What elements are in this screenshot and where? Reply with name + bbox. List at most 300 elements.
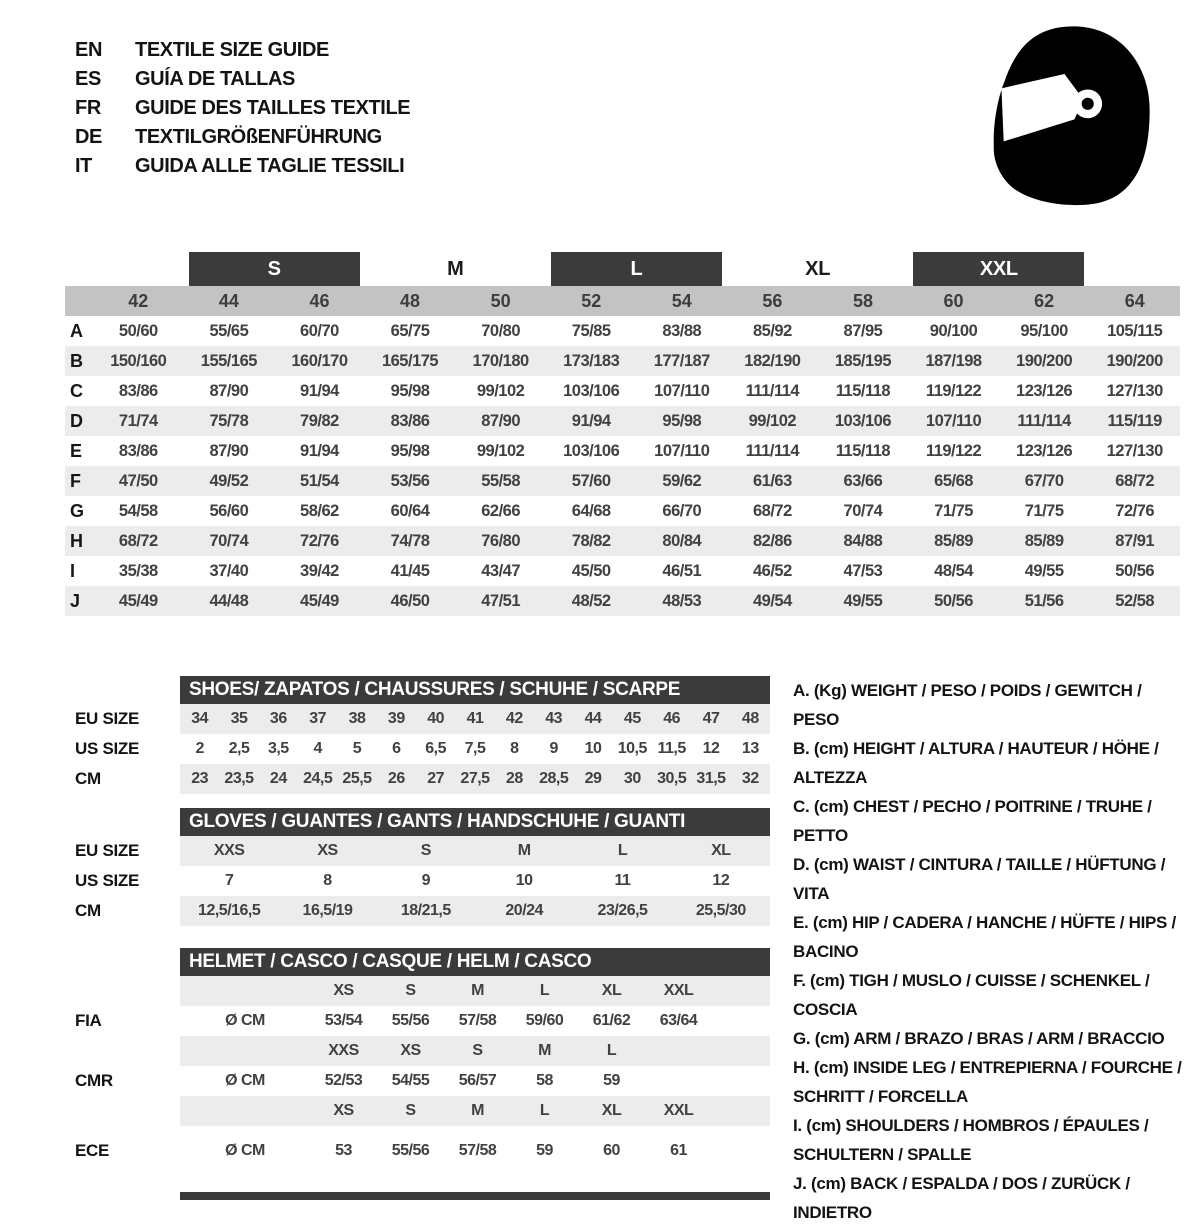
row-label: EU SIZE — [75, 841, 140, 860]
size-value: 57/60 — [571, 471, 611, 490]
value-cell: 41 — [466, 710, 484, 727]
size-value: 103/106 — [834, 411, 892, 430]
helmet-size: L — [539, 1102, 550, 1119]
language-code: EN — [75, 39, 102, 61]
size-value: 115/118 — [835, 441, 891, 460]
helmet-size: S — [405, 1102, 416, 1119]
size-value: 91/94 — [300, 381, 339, 400]
size-value: 99/102 — [476, 441, 525, 460]
language-code: FR — [75, 97, 101, 119]
numeric-size: 56 — [762, 290, 783, 311]
size-value: 85/89 — [1024, 531, 1064, 550]
value-cell: 12,5/16,5 — [198, 902, 261, 919]
size-value: 65/68 — [934, 471, 973, 490]
size-value: 187/198 — [925, 351, 982, 370]
value-cell: 18/21,5 — [400, 902, 451, 919]
row-letter: F — [70, 470, 81, 491]
size-value: 95/98 — [662, 411, 702, 430]
language-title: GUIDA ALLE TAGLIE TESSILI — [135, 155, 405, 177]
textile-row-b — [65, 346, 1180, 376]
size-value: 37/40 — [209, 561, 249, 580]
legend-item: I. (cm) SHOULDERS / HOMBROS / ÉPAULES / SCHULTERN / SPALLE — [793, 1116, 1149, 1164]
numeric-size: 54 — [671, 290, 692, 311]
shoes-table — [65, 676, 770, 794]
size-value: 39/42 — [300, 561, 339, 580]
size-value: 48/54 — [934, 561, 973, 580]
value-cell: 7,5 — [464, 740, 486, 757]
legend — [793, 676, 1185, 1227]
size-value: 50/56 — [934, 591, 973, 610]
size-value: 107/110 — [654, 381, 710, 400]
language-code: ES — [75, 68, 101, 90]
size-value: 80/84 — [662, 531, 702, 550]
helmet-size: XS — [333, 982, 354, 999]
size-value: 123/126 — [1016, 441, 1073, 460]
size-value: 59/62 — [662, 471, 702, 490]
helmet-values-row — [65, 1006, 770, 1036]
value-cell: L — [617, 842, 628, 859]
size-value: 55/65 — [209, 321, 249, 340]
shoes-header-row — [65, 676, 770, 704]
value-cell: 56/57 — [458, 1072, 497, 1089]
legend-item: H. (cm) INSIDE LEG / ENTREPIERNA / FOURCHE / SCHRITT / FORCELLA — [793, 1058, 1182, 1106]
size-value: 46/52 — [752, 561, 792, 580]
textile-row-j — [65, 586, 1180, 616]
size-value: 99/102 — [748, 411, 797, 430]
size-group-xl: XL — [805, 257, 831, 280]
helmet-size: M — [471, 982, 484, 999]
size-value: 111/114 — [745, 441, 800, 460]
language-row — [75, 123, 410, 152]
helmet-header-row — [65, 948, 770, 976]
numeric-size: 48 — [400, 290, 421, 311]
legend-item: D. (cm) WAIST / CINTURA / TAILLE / HÜFTUNG / VITA — [793, 855, 1166, 903]
gloves-table — [65, 808, 770, 926]
value-cell: 8 — [510, 740, 519, 757]
value-cell: 8 — [323, 872, 332, 889]
value-cell: 61 — [670, 1142, 687, 1159]
size-value: 127/130 — [1106, 381, 1163, 400]
helmet-sizes-row — [65, 1096, 770, 1126]
language-title: GUIDE DES TAILLES TEXTILE — [135, 97, 411, 119]
size-value: 70/80 — [481, 321, 521, 340]
size-value: 83/88 — [662, 321, 702, 340]
language-title: GUÍA DE TALLAS — [135, 68, 295, 90]
value-cell: 25,5/30 — [695, 902, 746, 919]
row-letter: A — [70, 320, 83, 341]
helmet-size: XXS — [328, 1042, 359, 1059]
value-cell: 12 — [712, 872, 730, 889]
value-cell: 20/24 — [505, 902, 543, 919]
shoes-table-values — [180, 704, 770, 734]
helmet-values-row — [65, 1066, 770, 1096]
numeric-size: 64 — [1124, 290, 1145, 311]
helmet-values — [180, 1066, 770, 1096]
size-value: 49/52 — [209, 471, 249, 490]
size-value: 60/64 — [390, 501, 430, 520]
size-value: 63/66 — [843, 471, 883, 490]
size-value: 72/76 — [300, 531, 339, 550]
textile-row-f — [65, 466, 1180, 496]
size-value: 72/76 — [1115, 501, 1155, 520]
size-value: 56/60 — [209, 501, 249, 520]
language-list — [75, 36, 410, 181]
size-value: 45/49 — [300, 591, 339, 610]
textile-row-e — [65, 436, 1180, 466]
legend-item: C. (cm) CHEST / PECHO / POITRINE / TRUHE / PETTO — [793, 797, 1152, 845]
shoes-table-values — [180, 764, 770, 794]
legend-item: J. (cm) BACK / ESPALDA / DOS / ZURÜCK / INDIETRO — [793, 1174, 1130, 1222]
row-letter: I — [70, 560, 76, 581]
size-value: 68/72 — [1115, 471, 1155, 490]
numeric-size: 44 — [218, 290, 239, 311]
size-value: 45/49 — [118, 591, 158, 610]
size-value: 75/85 — [571, 321, 611, 340]
spacer — [65, 1096, 180, 1126]
size-group-s: S — [189, 252, 360, 286]
numeric-size: 50 — [490, 290, 511, 311]
language-row — [75, 36, 410, 65]
size-value: 68/72 — [752, 501, 792, 520]
value-cell: 6,5 — [425, 740, 447, 757]
size-value: 91/94 — [571, 411, 611, 430]
size-value: 185/195 — [834, 351, 892, 370]
value-cell: 63/64 — [659, 1012, 698, 1029]
size-value: 83/86 — [390, 411, 430, 430]
size-value: 119/122 — [925, 441, 982, 460]
size-value: 87/90 — [481, 411, 521, 430]
helmet-size: XXL — [663, 982, 694, 999]
size-value: 45/50 — [571, 561, 611, 580]
size-value: 44/48 — [209, 591, 249, 610]
legend-item: B. (cm) HEIGHT / ALTURA / HAUTEUR / HÖHE / ALTEZZA — [793, 739, 1159, 787]
value-cell: 12 — [702, 740, 720, 757]
value-cell: 13 — [741, 740, 759, 757]
helmet-size: XS — [400, 1042, 421, 1059]
value-cell: 6 — [392, 740, 401, 757]
size-value: 54/58 — [118, 501, 158, 520]
value-cell: 3,5 — [267, 740, 289, 757]
size-value: 111/114 — [1017, 411, 1071, 430]
shoes-table-values — [180, 734, 770, 764]
value-cell: 27,5 — [460, 770, 490, 787]
size-value: 41/45 — [390, 561, 430, 580]
value-cell: 48 — [741, 710, 759, 727]
size-value: 182/190 — [744, 351, 801, 370]
lower-tables — [65, 676, 770, 1166]
shoes-table-row — [65, 764, 770, 794]
size-value: 155/165 — [200, 351, 257, 370]
value-cell: 40 — [427, 710, 445, 727]
size-value: 47/51 — [481, 591, 521, 610]
value-cell: 35 — [230, 710, 248, 727]
size-group-l: L — [551, 252, 722, 286]
size-value: 78/82 — [571, 531, 611, 550]
value-cell: 38 — [348, 710, 366, 727]
value-cell: 10 — [515, 872, 533, 889]
size-value: 79/82 — [300, 411, 339, 430]
value-cell: 4 — [313, 740, 322, 757]
size-value: 119/122 — [925, 381, 982, 400]
value-cell: 28 — [505, 770, 523, 787]
language-title: TEXTILGRÖßENFÜHRUNG — [135, 126, 382, 148]
size-value: 65/75 — [390, 321, 430, 340]
size-value: 83/86 — [118, 381, 158, 400]
size-value: 103/106 — [563, 381, 620, 400]
numeric-size: 52 — [581, 290, 602, 311]
language-title: TEXTILE SIZE GUIDE — [135, 39, 329, 61]
size-value: 115/119 — [1107, 411, 1162, 430]
row-letter: J — [70, 590, 81, 611]
size-value: 75/78 — [209, 411, 249, 430]
size-value: 82/86 — [752, 531, 792, 550]
value-cell: 55/56 — [391, 1142, 430, 1159]
value-cell: XL — [711, 842, 731, 859]
value-cell: 2 — [195, 740, 204, 757]
value-cell: 31,5 — [696, 770, 726, 787]
spacer — [65, 676, 180, 704]
value-cell: XS — [317, 842, 338, 859]
value-cell: 25,5 — [342, 770, 372, 787]
value-cell: 16,5/19 — [302, 902, 353, 919]
value-cell: 23,5 — [224, 770, 254, 787]
size-value: 165/175 — [381, 351, 439, 370]
value-cell: 53/54 — [324, 1012, 363, 1029]
value-cell: XXS — [213, 842, 245, 859]
size-value: 46/50 — [390, 591, 430, 610]
row-letter: E — [70, 440, 83, 461]
row-label: CMR — [75, 1071, 113, 1090]
size-group-xxl: XXL — [913, 252, 1084, 286]
size-value: 84/88 — [843, 531, 883, 550]
value-cell: 32 — [741, 770, 759, 787]
helmet-values — [180, 1006, 770, 1036]
size-value: 49/55 — [1024, 561, 1064, 580]
value-cell: 9 — [549, 740, 558, 757]
value-cell: 57/58 — [458, 1142, 497, 1159]
size-value: 111/114 — [745, 381, 800, 400]
value-cell: 37 — [309, 710, 327, 727]
value-cell: 58 — [536, 1072, 553, 1089]
spacer — [65, 1036, 180, 1066]
helmet-sizes — [180, 976, 770, 1006]
row-letter: D — [70, 410, 83, 431]
size-value: 76/80 — [481, 531, 521, 550]
size-value: 91/94 — [300, 441, 339, 460]
size-value: 66/70 — [662, 501, 702, 520]
helmet-size: L — [606, 1042, 617, 1059]
row-label: US SIZE — [75, 871, 140, 890]
value-cell: 23 — [191, 770, 209, 787]
textile-size-group-row — [65, 252, 1180, 286]
value-cell: 36 — [269, 710, 287, 727]
value-cell: 43 — [545, 710, 563, 727]
helmet-size: XL — [601, 982, 622, 999]
size-value: 87/90 — [209, 381, 249, 400]
size-value: 53/56 — [390, 471, 430, 490]
size-value: 177/187 — [653, 351, 710, 370]
spacer — [65, 948, 180, 976]
helmet-size: L — [539, 982, 550, 999]
textile-row-g — [65, 496, 1180, 526]
textile-row-a — [65, 316, 1180, 346]
size-value: 58/62 — [300, 501, 339, 520]
value-cell: 11 — [614, 872, 631, 889]
textile-size-table — [65, 252, 1180, 616]
helmet-size: XXL — [663, 1102, 694, 1119]
diameter-unit: Ø CM — [225, 1012, 265, 1029]
language-row — [75, 65, 410, 94]
helmet-size: M — [471, 1102, 484, 1119]
value-cell: 24,5 — [303, 770, 333, 787]
textile-body — [65, 316, 1180, 616]
language-row — [75, 94, 410, 123]
value-cell: 11,5 — [657, 740, 686, 757]
size-value: 70/74 — [209, 531, 249, 550]
size-value: 190/200 — [1016, 351, 1073, 370]
size-value: 48/52 — [571, 591, 611, 610]
shoes-table-row — [65, 734, 770, 764]
size-value: 71/74 — [118, 411, 158, 430]
value-cell: M — [517, 842, 531, 859]
value-cell: 29 — [584, 770, 602, 787]
value-cell: 42 — [505, 710, 523, 727]
language-code: IT — [75, 155, 92, 177]
value-cell: 46 — [663, 710, 681, 727]
racing-helmet-icon — [972, 22, 1157, 210]
size-value: 49/55 — [843, 591, 883, 610]
helmet-size: S — [405, 982, 416, 999]
size-value: 87/91 — [1115, 531, 1155, 550]
helmet-sizes-row — [65, 976, 770, 1006]
value-cell: 55/56 — [391, 1012, 430, 1029]
size-value: 46/51 — [662, 561, 702, 580]
size-value: 99/102 — [476, 381, 525, 400]
helmet-values-row — [65, 1136, 770, 1166]
value-cell: 23/26,5 — [597, 902, 648, 919]
numeric-size: 46 — [309, 290, 330, 311]
size-value: 48/53 — [662, 591, 702, 610]
size-value: 51/54 — [300, 471, 339, 490]
textile-row-d — [65, 406, 1180, 436]
size-value: 52/58 — [1115, 591, 1155, 610]
cropped-section-bar — [180, 1192, 770, 1200]
value-cell: 59 — [603, 1072, 620, 1089]
language-code: DE — [75, 126, 102, 148]
size-value: 62/66 — [481, 501, 521, 520]
helmet-title: HELMET / CASCO / CASQUE / HELM / CASCO — [180, 948, 770, 976]
value-cell: 30,5 — [657, 770, 687, 787]
size-value: 71/75 — [934, 501, 973, 520]
gloves-table-values — [180, 836, 770, 866]
shoes-title: SHOES/ ZAPATOS / CHAUSSURES / SCHUHE / SCARPE — [180, 676, 770, 704]
textile-numeric-band — [65, 286, 1180, 316]
row-label: CM — [75, 901, 101, 920]
value-cell: 5 — [352, 740, 362, 757]
textile-row-c — [65, 376, 1180, 406]
value-cell: 54/55 — [391, 1072, 430, 1089]
gloves-table-values — [180, 866, 770, 896]
size-value: 95/98 — [390, 381, 430, 400]
row-letter: B — [70, 350, 83, 371]
value-cell: 44 — [584, 710, 602, 727]
value-cell: 59/60 — [525, 1012, 564, 1029]
language-row — [75, 152, 410, 181]
row-label: FIA — [75, 1011, 102, 1030]
helmet-table — [65, 948, 770, 1166]
size-value: 107/110 — [925, 411, 982, 430]
row-label: EU SIZE — [75, 709, 140, 728]
gloves-table-values — [180, 896, 770, 926]
value-cell: 28,5 — [539, 770, 569, 787]
gloves-table-row — [65, 836, 770, 866]
size-value: 71/75 — [1024, 501, 1064, 520]
size-group-m: M — [447, 257, 464, 280]
value-cell: 27 — [427, 770, 445, 787]
size-value: 150/160 — [110, 351, 167, 370]
size-value: 43/47 — [481, 561, 521, 580]
value-cell: 39 — [387, 710, 405, 727]
size-value: 160/170 — [291, 351, 348, 370]
size-value: 50/60 — [118, 321, 158, 340]
value-cell: 57/58 — [458, 1012, 497, 1029]
legend-item: A. (Kg) WEIGHT / PESO / POIDS / GEWITCH / PESO — [793, 681, 1142, 729]
size-value: 95/100 — [1020, 321, 1068, 340]
size-value: 67/70 — [1024, 471, 1064, 490]
value-cell: 52/53 — [324, 1072, 363, 1089]
value-cell: 53 — [335, 1142, 352, 1159]
value-cell: 7 — [224, 872, 234, 889]
size-value: 85/89 — [934, 531, 973, 550]
diameter-unit: Ø CM — [225, 1072, 265, 1089]
row-label: ECE — [75, 1141, 110, 1160]
size-value: 107/110 — [654, 441, 710, 460]
size-value: 87/95 — [843, 321, 883, 340]
helmet-values — [180, 1136, 770, 1166]
gloves-header-row — [65, 808, 770, 836]
gloves-title: GLOVES / GUANTES / GANTS / HANDSCHUHE / GUANTI — [180, 808, 770, 836]
value-cell: 34 — [191, 710, 209, 727]
row-letter: G — [70, 500, 85, 521]
size-value: 35/38 — [118, 561, 158, 580]
size-value: 47/53 — [843, 561, 883, 580]
size-value: 173/183 — [563, 351, 620, 370]
value-cell: 61/62 — [592, 1012, 631, 1029]
size-value: 50/56 — [1115, 561, 1155, 580]
size-value: 127/130 — [1106, 441, 1163, 460]
value-cell: S — [420, 842, 431, 859]
textile-row-h — [65, 526, 1180, 556]
size-value: 49/54 — [752, 591, 792, 610]
value-cell: 45 — [623, 710, 641, 727]
helmet-size: S — [472, 1042, 483, 1059]
spacer — [65, 808, 180, 836]
size-value: 90/100 — [929, 321, 978, 340]
row-letter: C — [70, 380, 83, 401]
numeric-size: 62 — [1034, 290, 1055, 311]
numeric-size: 42 — [128, 290, 149, 311]
size-value: 74/78 — [390, 531, 430, 550]
size-value: 47/50 — [118, 471, 158, 490]
value-cell: 59 — [536, 1142, 553, 1159]
size-value: 105/115 — [1107, 321, 1163, 340]
value-cell: 2,5 — [228, 740, 250, 757]
helmet-sizes-row — [65, 1036, 770, 1066]
helmet-sizes — [180, 1036, 770, 1066]
size-value: 70/74 — [843, 501, 883, 520]
size-value: 115/118 — [835, 381, 891, 400]
size-value: 68/72 — [118, 531, 158, 550]
